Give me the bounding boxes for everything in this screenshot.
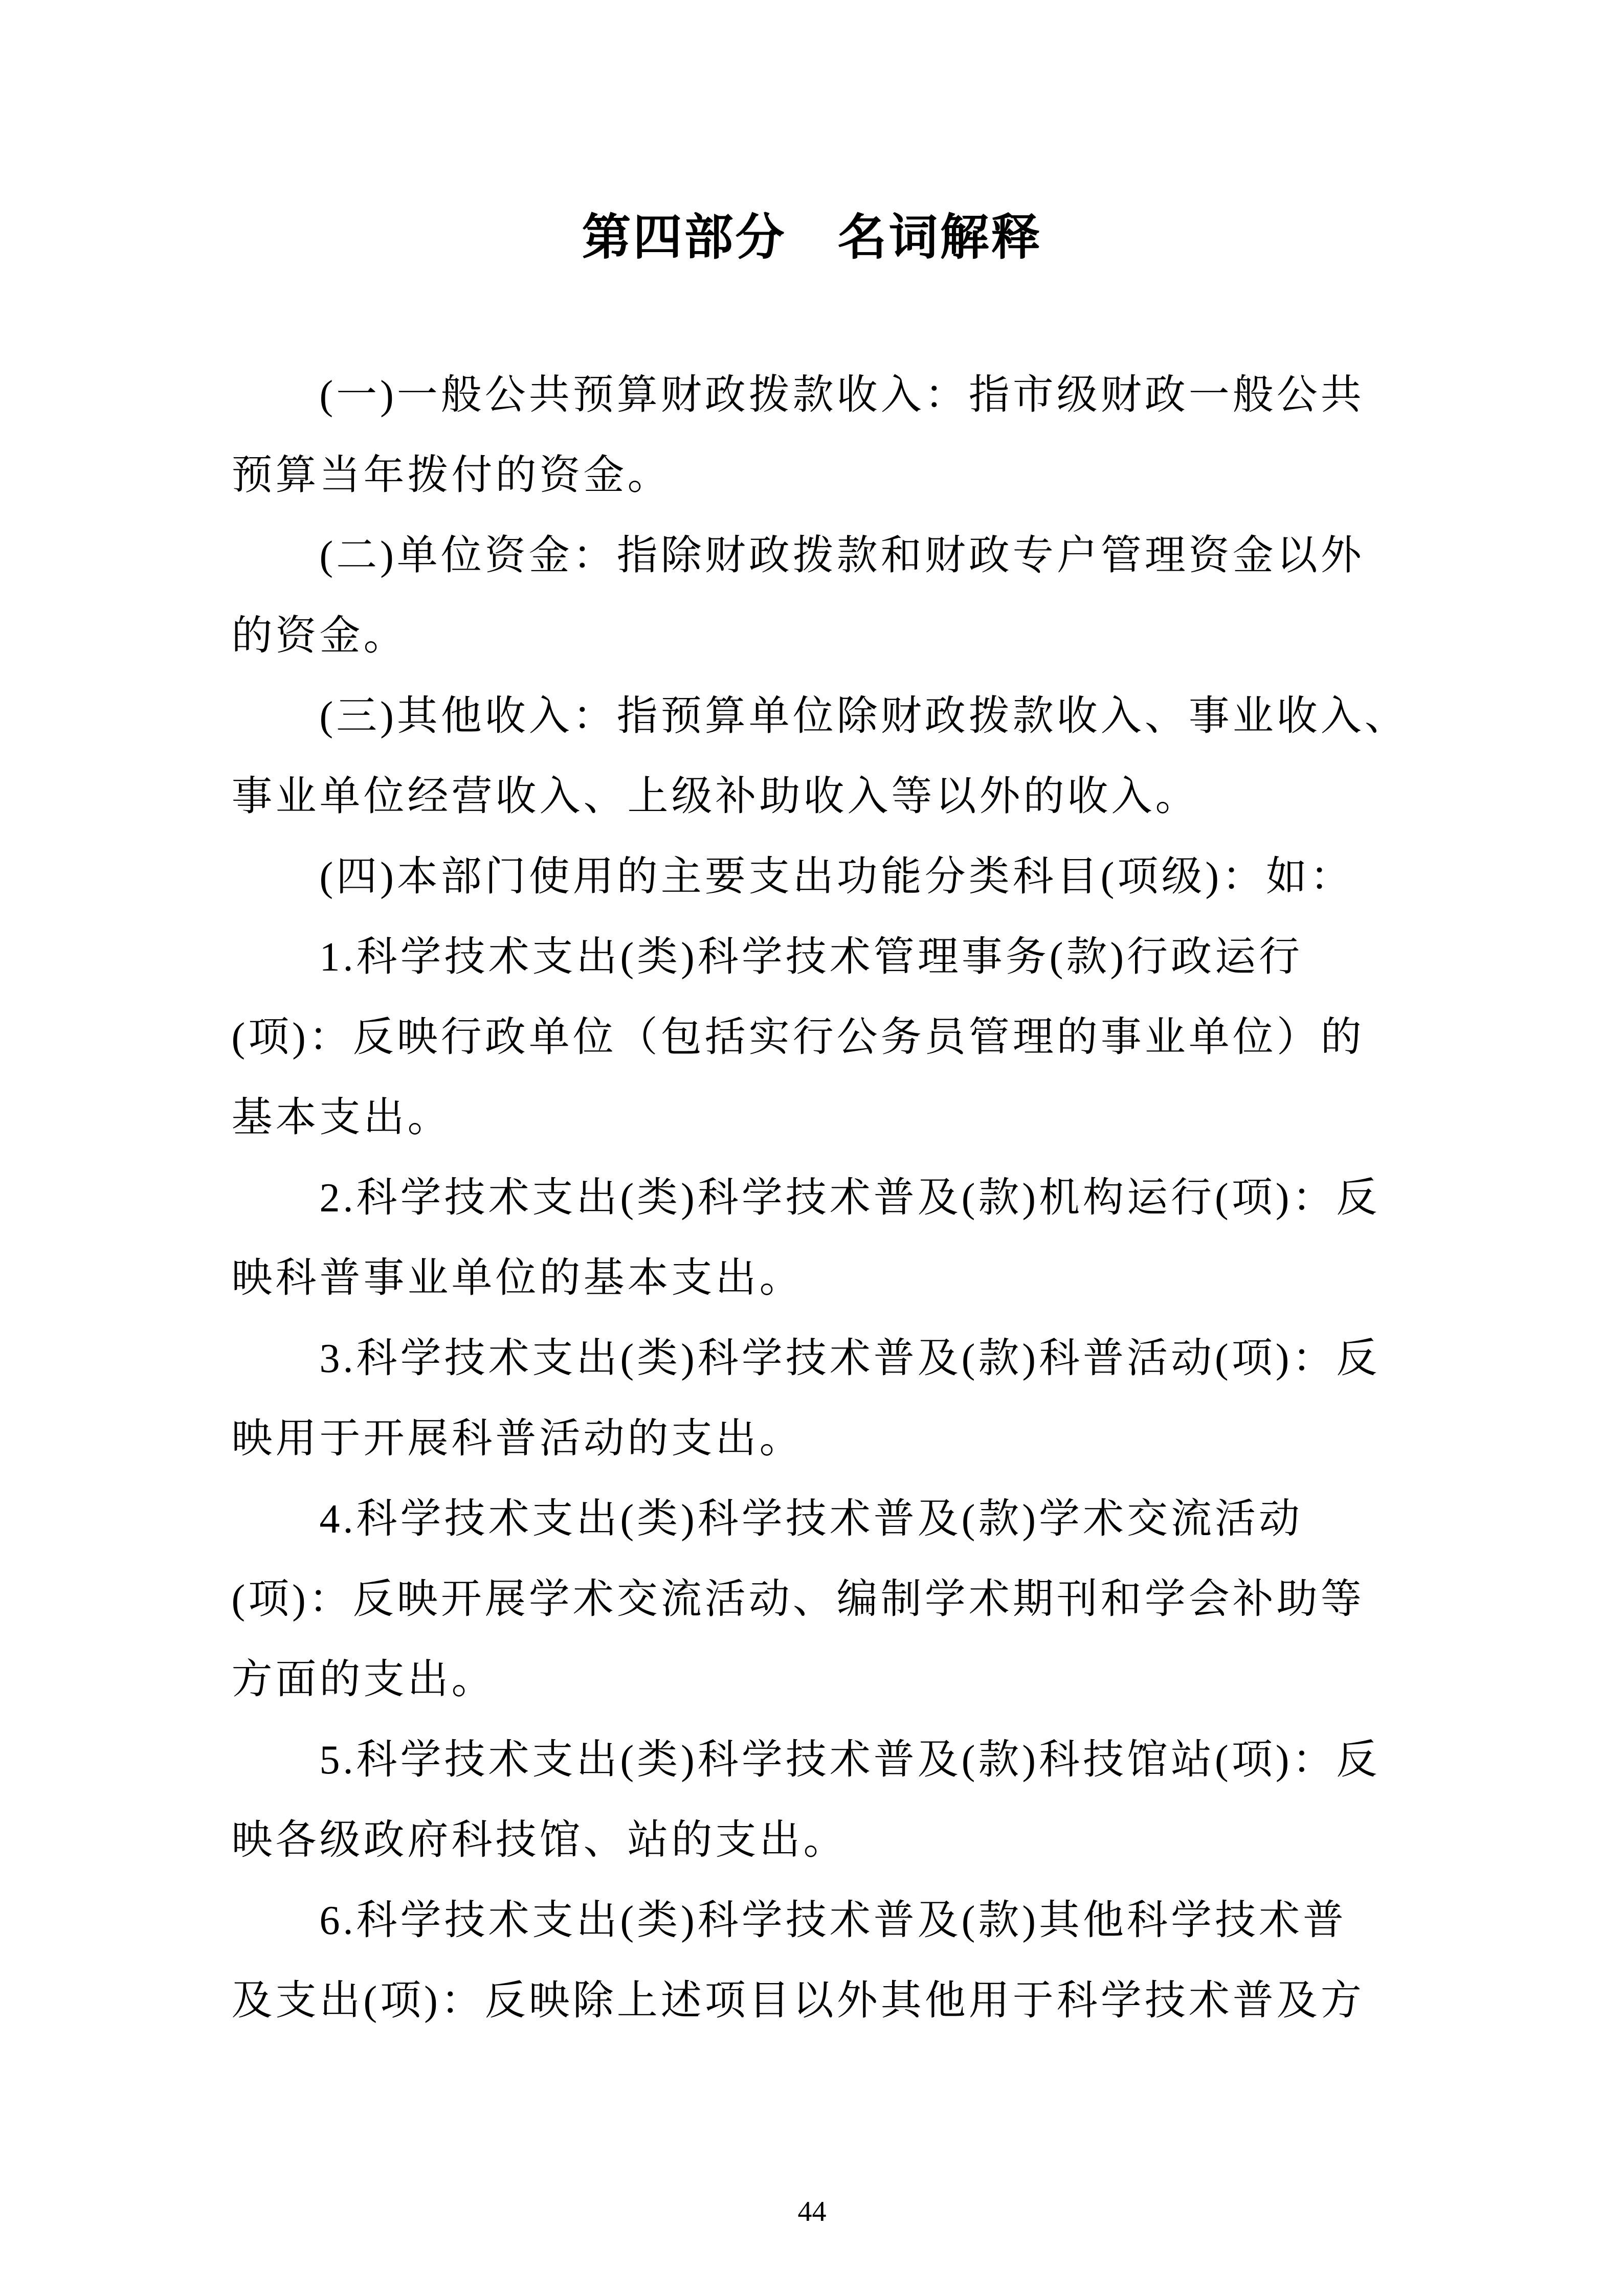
page-title: 第四部分 名词解释	[582, 210, 1042, 265]
document-body	[231, 355, 1409, 2041]
paragraph-first-line: 2.科学技术支出(类)科学技术普及(款)机构运行(项)：反	[319, 1176, 1381, 1221]
paragraph-first-line: (四)本部门使用的主要支出功能分类科目(项级)：如：	[319, 854, 1354, 899]
paragraph-first-line: 3.科学技术支出(类)科学技术普及(款)科普活动(项)：反	[319, 1336, 1381, 1381]
paragraph-first-line: 6.科学技术支出(类)科学技术普及(款)其他科学技术普	[319, 1898, 1347, 1943]
paragraph-line: 映科普事业单位的基本支出。	[231, 1256, 804, 1301]
paragraph-first-line: 4.科学技术支出(类)科学技术普及(款)学术交流活动	[319, 1497, 1303, 1542]
paragraph-line: 映用于开展科普活动的支出。	[231, 1416, 804, 1461]
paragraph-line: 映各级政府科技馆、站的支出。	[231, 1818, 848, 1863]
paragraph-line: 事业单位经营收入、上级补助收入等以外的收入。	[231, 774, 1199, 819]
paragraph-line: 预算当年拨付的资金。	[231, 453, 672, 498]
paragraph	[232, 516, 1393, 677]
paragraph-line: 方面的支出。	[231, 1657, 496, 1702]
paragraph-first-line: (三)其他收入：指预算单位除财政拨款收入、事业收入、	[319, 694, 1409, 739]
paragraph-line: 基本支出。	[231, 1095, 452, 1140]
paragraph-first-line: (二)单位资金：指除财政拨款和财政专户管理资金以外	[319, 533, 1365, 578]
paragraph-line: 及支出(项)：反映除上述项目以外其他用于科学技术普及方	[231, 1978, 1365, 2023]
paragraph	[232, 1158, 1393, 1319]
paragraph	[231, 677, 1409, 837]
paragraph-first-line: 5.科学技术支出(类)科学技术普及(款)科技馆站(项)：反	[319, 1738, 1381, 1783]
paragraph	[232, 1720, 1393, 1881]
paragraph-line: (项)：反映开展学术交流活动、编制学术期刊和学会补助等	[231, 1577, 1365, 1622]
paragraph-first-line: 1.科学技术支出(类)科学技术管理事务(款)行政运行	[319, 935, 1303, 980]
paragraph-line: 的资金。	[231, 614, 408, 659]
paragraph-line: (项)：反映行政单位（包括实行公务员管理的事业单位）的	[231, 1015, 1365, 1060]
paragraph	[232, 917, 1393, 1158]
paragraph	[232, 1479, 1393, 1720]
paragraph-first-line: (一)一般公共预算财政拨款收入：指市级财政一般公共	[319, 373, 1365, 418]
paragraph	[232, 837, 1393, 917]
paragraph	[232, 355, 1393, 516]
paragraph	[232, 1319, 1393, 1479]
page-number: 44	[797, 2196, 827, 2227]
paragraph	[232, 1881, 1393, 2041]
